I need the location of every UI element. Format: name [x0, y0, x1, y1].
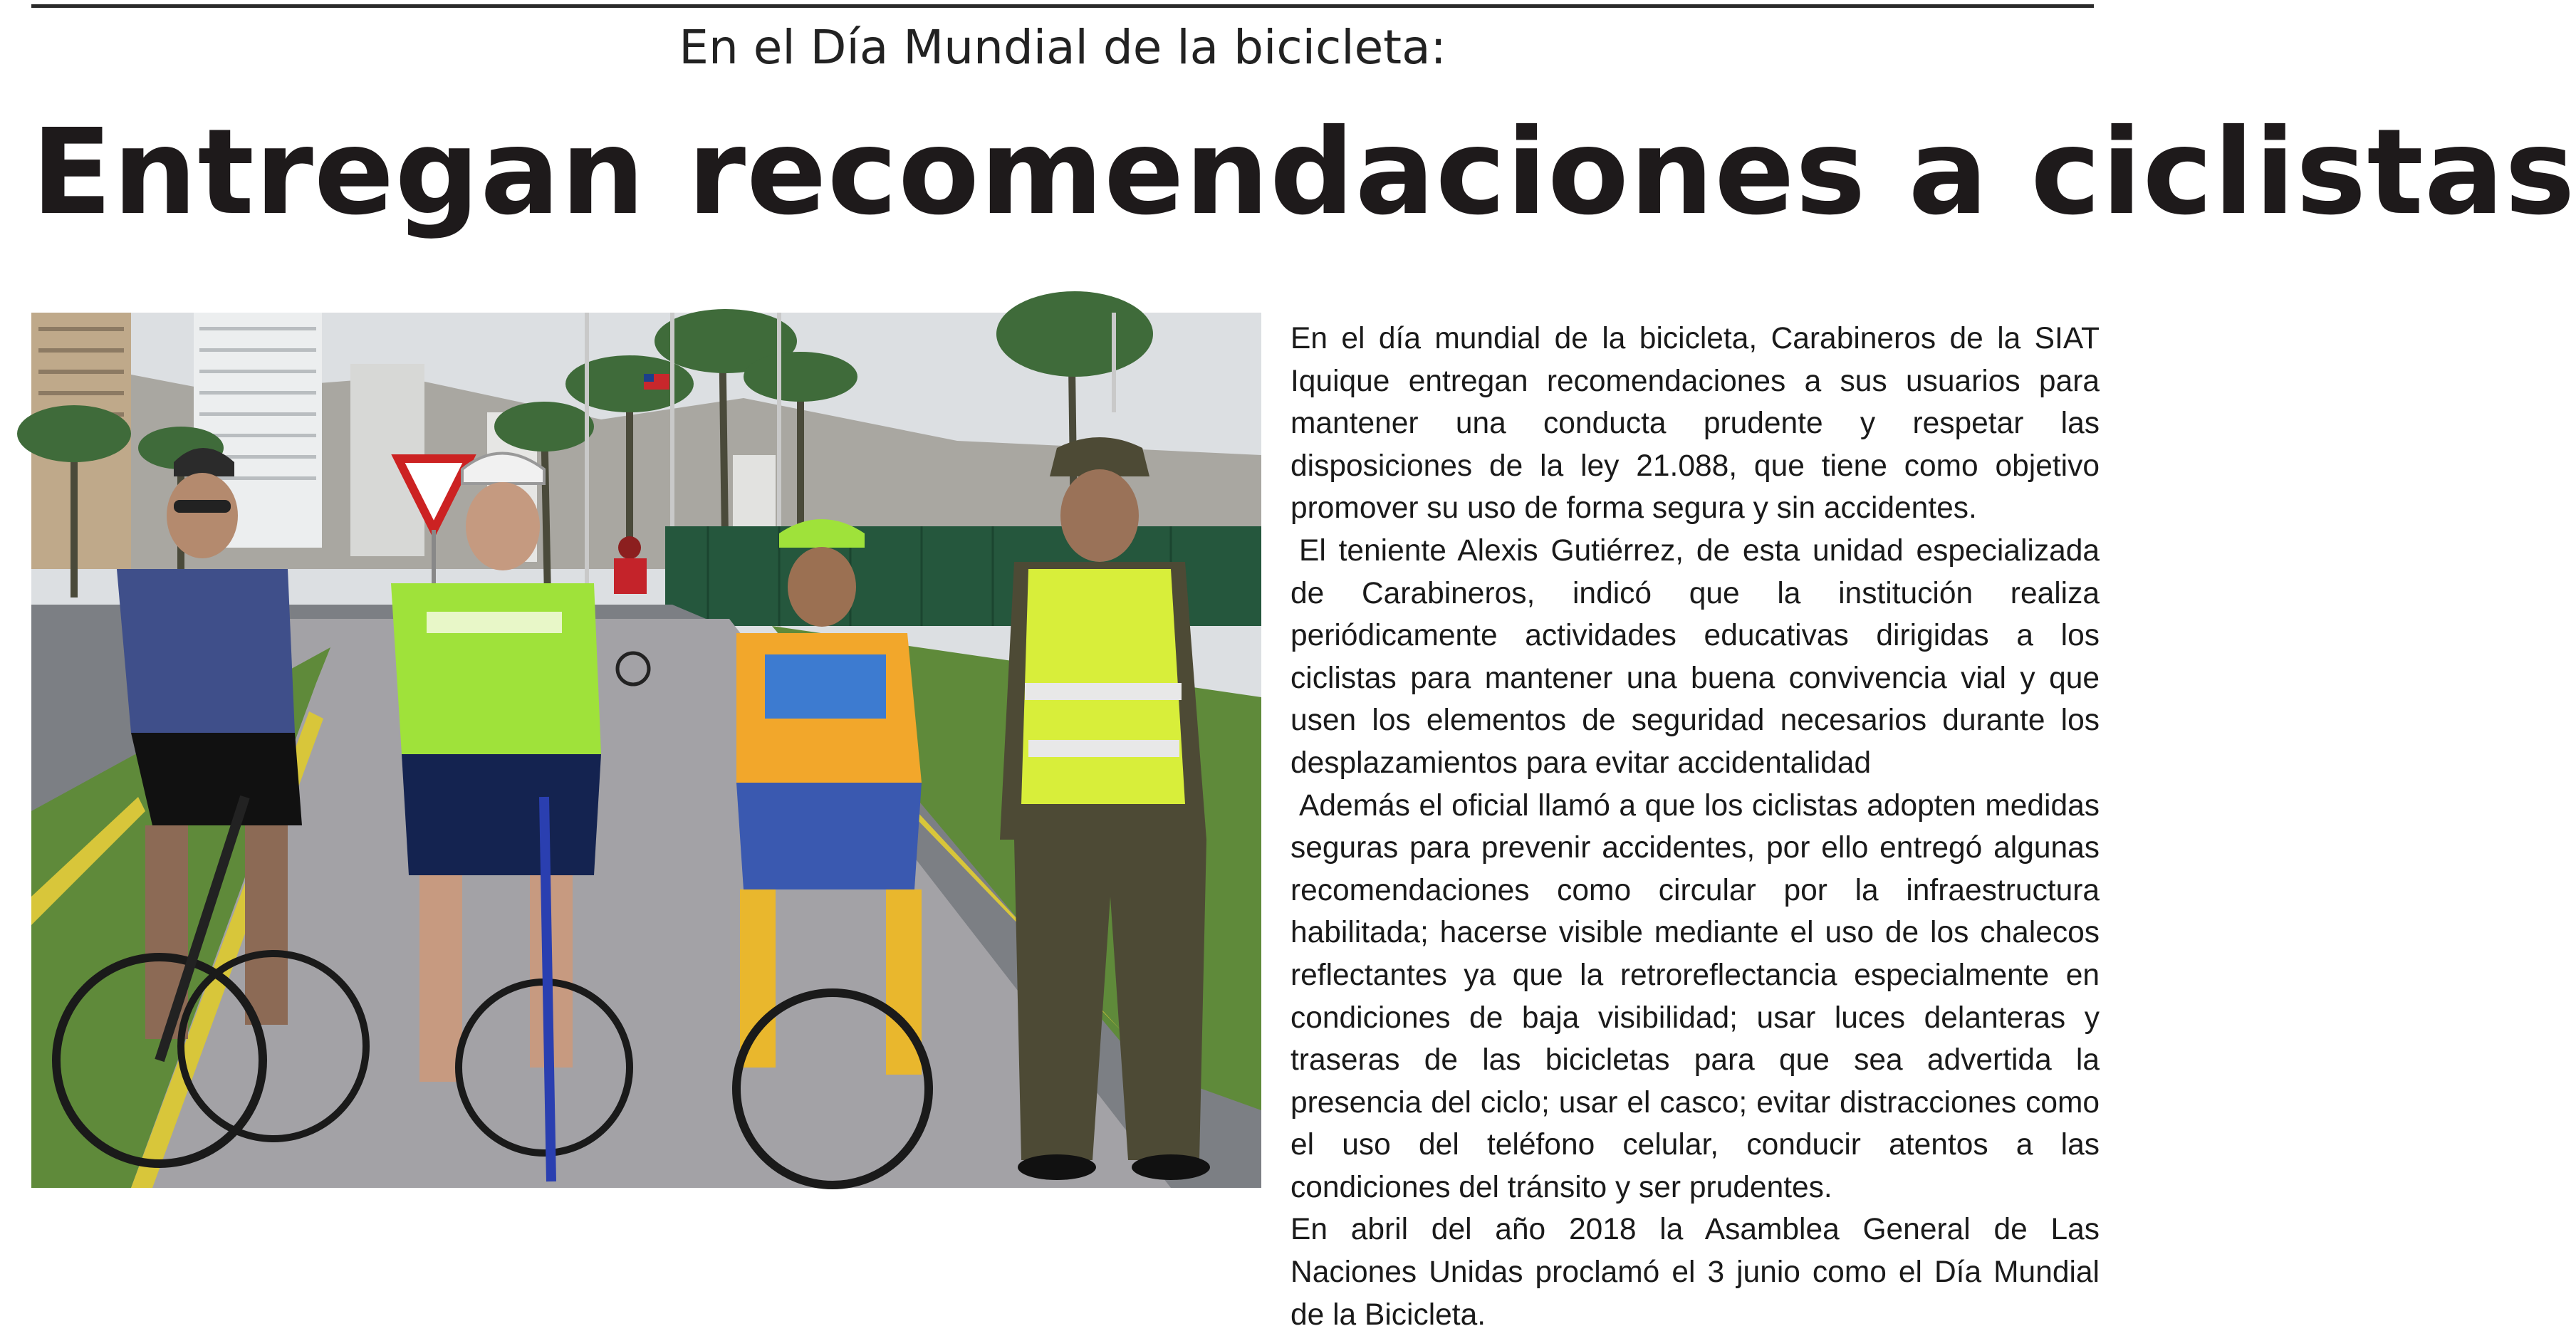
article-paragraph: En abril del año 2018 la Asamblea General de Las Naciones Unidas proclamó el 3 junio como el Día Mundial de la Bicicleta. [1290, 1213, 2100, 1332]
headline: Entregan recomendaciones a ciclistas [31, 104, 2576, 241]
article-body [1290, 318, 2100, 1336]
top-rule [31, 4, 2094, 8]
article-paragraph: En el día mundial de la bicicleta, Carabineros de la SIAT Iquique entregan recomendaciones a sus usuarios para mantener una conducta prudente y respetar las disposiciones de la ley 21.088, que tiene como objetivo promover su uso de forma segura y sin accidentes. [1290, 322, 2100, 526]
kicker: En el Día Mundial de la bicicleta: [679, 20, 1446, 75]
article-photo [31, 313, 1261, 1188]
article-paragraph: Además el oficial llamó a que los ciclistas adopten medidas seguras para prevenir accidentes, por ello entregó algunas recomendaciones como circular por la infraestructura habilitada; hacerse visible mediante el uso de los chalecos reflectantes ya que la retroreflectancia especialmente en condiciones de baja visibilidad; usar luces delanteras y traseras de las bicicletas para que sea advertida la presencia del ciclo; usar el casco; evitar distracciones como el uso del teléfono celular, conducir atentos a las condiciones del tránsito y ser prudentes. [1290, 788, 2100, 1204]
article-paragraph: El teniente Alexis Gutiérrez, de esta unidad especializada de Carabineros, indicó que la institución realiza periódicamente actividades educativas dirigidas a los ciclistas para mantener una buena convivencia vial y que usen los elementos de seguridad necesarios durante los desplazamientos para evitar accidentalidad [1290, 533, 2100, 780]
